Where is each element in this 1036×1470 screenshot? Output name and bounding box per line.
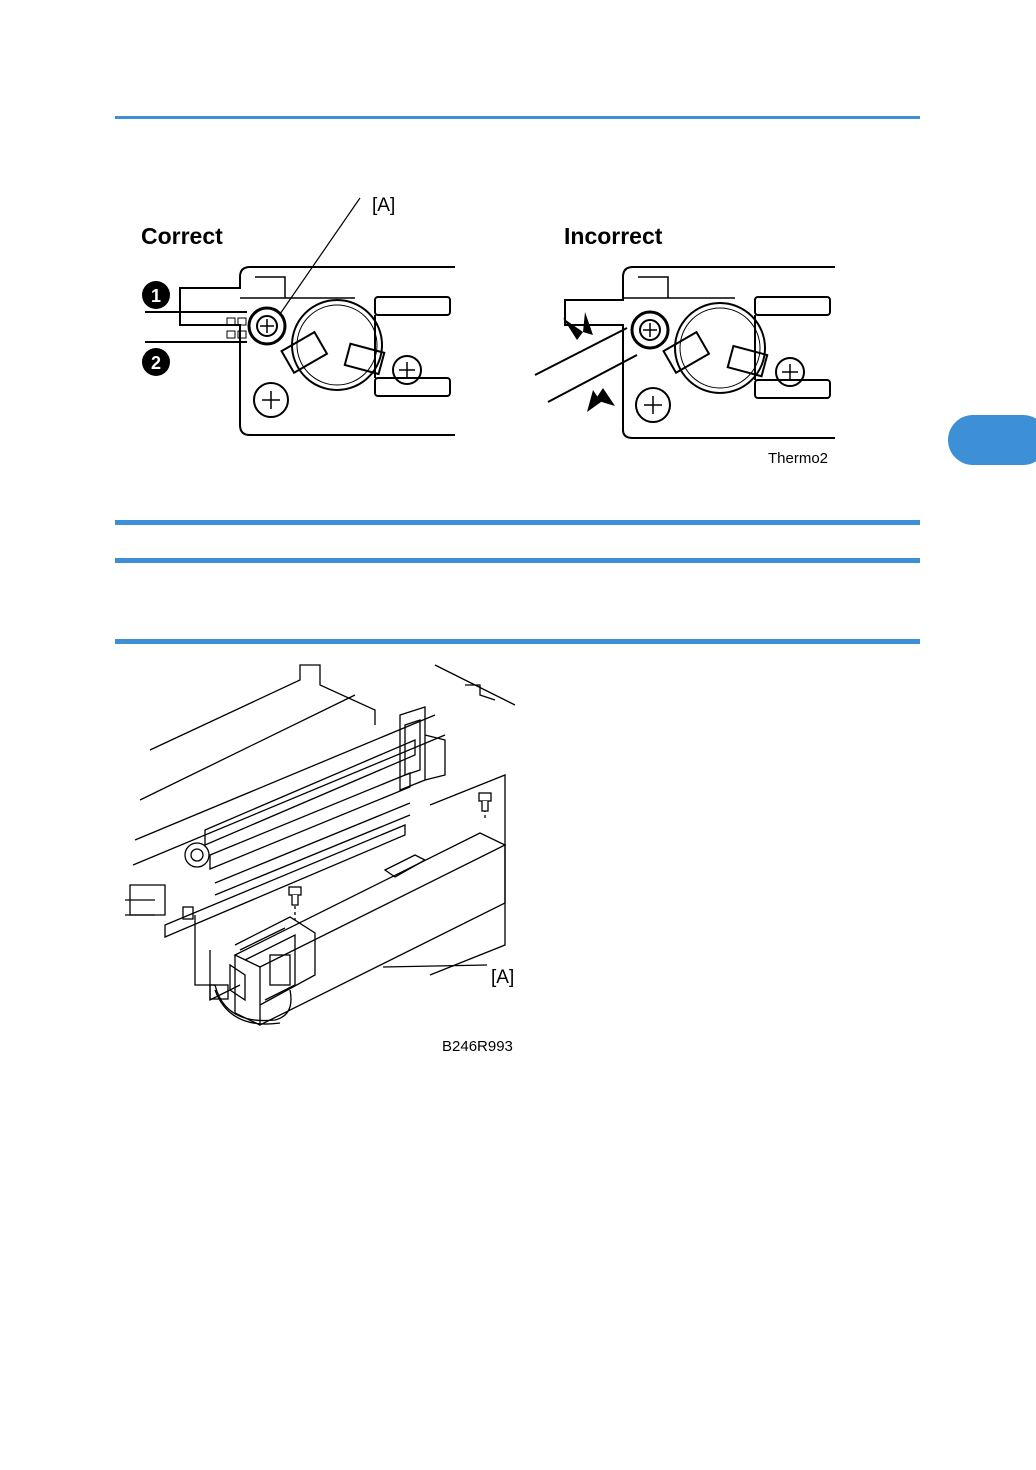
section-rule xyxy=(115,520,920,525)
correct-bracket xyxy=(180,267,455,435)
screw-icon xyxy=(479,793,491,801)
section-rule xyxy=(115,558,920,563)
component-figure xyxy=(115,655,535,1060)
thermostat-disc xyxy=(292,300,382,390)
marker-1: 1 xyxy=(150,286,162,306)
section-rule xyxy=(115,639,920,644)
correct-label: Correct xyxy=(141,223,223,249)
screw-icon xyxy=(289,887,301,895)
arrow-icon xyxy=(563,318,583,340)
callout-a: [A] xyxy=(372,195,396,216)
component-a-top xyxy=(235,833,505,967)
incorrect-label: Incorrect xyxy=(564,223,663,249)
top-rule xyxy=(115,116,920,119)
thermostat-figure xyxy=(115,180,855,475)
arrow-icon xyxy=(583,312,593,335)
incorrect-bracket xyxy=(565,267,835,438)
figure-code: B246R993 xyxy=(442,1038,513,1055)
figure-code: Thermo2 xyxy=(768,450,829,467)
chapter-tab xyxy=(948,415,1036,465)
marker-2: 2 xyxy=(150,353,162,373)
callout-a: [A] xyxy=(491,967,515,988)
